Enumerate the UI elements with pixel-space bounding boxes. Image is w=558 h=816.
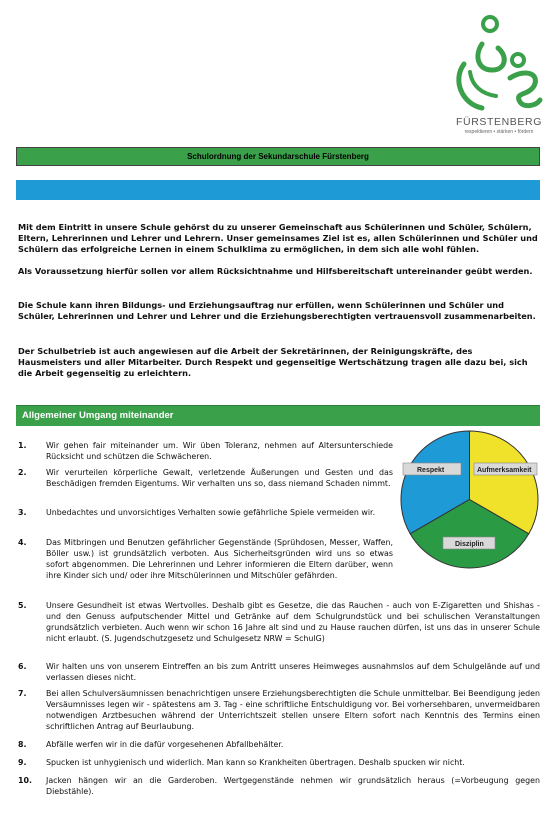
rule-number: 9. [18,758,27,767]
rule-text: Wir verurteilen körperliche Gewalt, verletzende Äußerungen und Gesten und das Beschädigen fremden Eigentums. Wir verhalten uns so, dass niemand Schaden nimmt. [46,468,393,488]
blue-divider-bar [16,180,540,200]
pie-label-respekt: Respekt [417,467,445,474]
pie-label-aufmerksamkeit: Aufmerksamkeit [477,467,532,474]
logo-name: FÜRSTENBERG [456,116,542,128]
pie-label-disziplin: Disziplin [455,541,484,548]
school-logo [448,12,550,134]
rule-number: 10. [18,776,32,785]
rule-number: 2. [18,468,27,477]
intro-paragraph-1: Mit dem Eintritt in unsere Schule gehörst du zu unserer Gemeinschaft aus Schülerinnen und Schüler, Schülern, Eltern, Lehrerinnen und Lehrer und Lehrern. Unser gemeinsames Ziel ist es, allen Schülerinnen und Schüler und Schülern das erfolgreiche Lernen in einem Schulklima zu ermöglichen, in dem sich alle wohl fühlen. [18,222,538,254]
document-title: Schulordnung der Sekundarschule Fürstenberg [16,147,540,166]
logo-tagline: respektieren • stärken • fördern [464,129,534,135]
rule-text: Das Mitbringen und Benutzen gefährlicher Gegenstände (Sprühdosen, Messer, Waffen, Böller usw.) ist grundsätzlich verboten. Aus Sicherheitsgründen wird uns so etwas sofort abgenommen. Die Lehrerinnen und Lehrer informieren die Eltern darüber, wenn ihre Kinder sich und/ oder ihre Mitschülerinnen und Mitschüler gefährden. [46,538,393,580]
intro-paragraph-2: Als Voraussetzung hierfür sollen vor allem Rücksichtnahme und Hilfsbereitschaft untereinander geübt werden. [18,266,533,276]
rule-number: 3. [18,508,27,517]
rule-number: 4. [18,538,27,547]
rule-number: 8. [18,740,27,749]
rule-number: 5. [18,601,27,610]
logo-figures-icon [448,12,550,116]
rule-number: 1. [18,441,27,450]
intro-paragraph-3: Die Schule kann ihren Bildungs- und Erziehungsauftrag nur erfüllen, wenn Schülerinnen und Schüler und Schüler, Lehrerinnen und Lehrer und Lehrer und die Erziehungsberechtigten vertrauensvoll zusammenarbeiten. [18,300,536,321]
rule-text: Wir halten uns von unserem Eintreffen an bis zum Antritt unseres Heimweges ausnahmslos auf dem Schulgelände auf und verlassen dieses nicht. [46,662,540,682]
rule-text: Bei allen Schulversäumnissen benachrichtigen unsere Erziehungsberechtigten die Schule unmittelbar. Bei Beendigung jeden Versäumnisses legen wir - spätestens am 3. Tag - eine schriftliche Entschuldigung vor. Bei vorhersehbaren, unvermeidbaren notwendigen Arztbesuchen während der Unterrichtszeit stellen unsere Eltern sofort nach Kenntnis des Termins einen schriftlichen Antrag auf Beurlaubung. [46,689,540,731]
intro-paragraph-4: Der Schulbetrieb ist auch angewiesen auf die Arbeit der Sekretärinnen, der Reinigungskräfte, des Hausmeisters und aller Mitarbeiter. Durch Respekt und gegenseitige Wertschätzung tragen alle dazu bei, sich die Arbeit gegenseitig zu erleichtern. [18,346,528,378]
rule-text: Abfälle werfen wir in die dafür vorgesehenen Abfallbehälter. [46,740,284,749]
values-pie-diagram [397,427,542,572]
section-title: Allgemeiner Umgang miteinander [22,410,174,421]
rule-text: Wir gehen fair miteinander um. Wir üben Toleranz, nehmen auf Altersunterschiede Rücksicht und schützen die Schwächeren. [46,441,393,461]
rule-number: 6. [18,662,27,671]
rule-text: Jacken hängen wir an die Garderoben. Wertgegenstände nehmen wir grundsätzlich heraus (=Vorbeugung gegen Diebstähle). [46,776,540,796]
rule-text: Unsere Gesundheit ist etwas Wertvolles. Deshalb gibt es Gesetze, die das Rauchen - auch von E-Zigaretten und Shishas - und den Genuss aufputschender Mittel und Getränke auf dem Schulgrundstück und bei schulischen Veranstaltungen grundsätzlich verbieten. Auch wenn wir schon 16 Jahre alt sind und zu Hause rauchen dürfen, ist uns das in unserer Schule nicht erlaubt. (S. Jugendschutzgesetz und Schulgesetz NRW = SchulG) [46,601,540,643]
rule-number: 7. [18,689,27,698]
rule-text: Unbedachtes und unvorsichtiges Verhalten sowie gefährliche Spiele vermeiden wir. [46,508,376,517]
rule-text: Spucken ist unhygienisch und widerlich. Man kann so Krankheiten übertragen. Deshalb spucken wir nicht. [46,758,465,767]
section-header [16,405,540,426]
